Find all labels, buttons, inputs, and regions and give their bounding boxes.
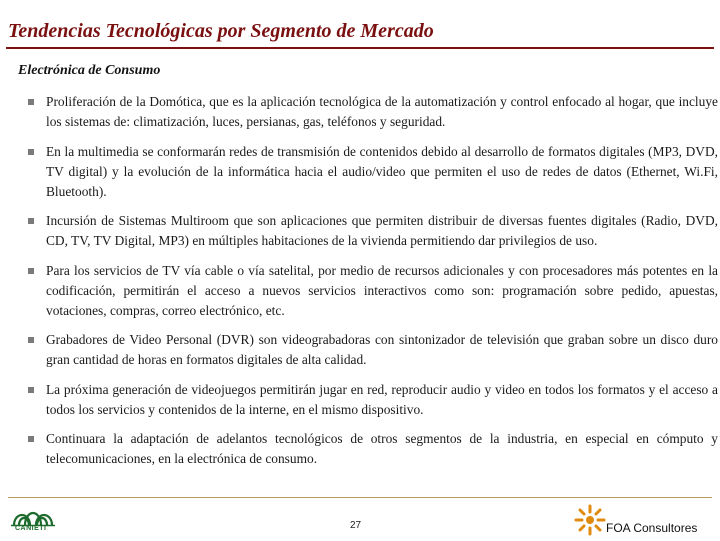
foa-logo xyxy=(574,504,606,536)
bullet-text: La próxima generación de videojuegos permitirán jugar en red, reproducir audio y video en todos los formatos y el acceso a todos los servicios y contenidos de la interne, en el mismo dispositivo. xyxy=(46,381,718,417)
bullet-square-icon xyxy=(28,337,34,343)
bullet-item xyxy=(28,261,718,321)
bullet-text: En la multimedia se conformarán redes de transmisión de contenidos debido al desarrollo de formatos digitales (MP3, DVD, TV digital) y la evolución de la informática hacia el audio/video que permiten el uso de redes de datos (Ethernet, Wi.Fi, Bluetooth). xyxy=(46,143,718,199)
canieti-logo-text: CANIETI xyxy=(15,525,47,532)
bullet-text: Incursión de Sistemas Multiroom que son aplicaciones que permiten distribuir de diversas fuentes digitales (Radio, DVD, CD, TV, TV Digital, MP3) en múltiples habitaciones de la vivienda permitiendo dar privilegios de uso. xyxy=(46,213,718,248)
bullet-item xyxy=(28,142,718,202)
bullet-item xyxy=(28,211,718,251)
bullet-item xyxy=(28,92,718,132)
bullet-text: Grabadores de Video Personal (DVR) son videograbadoras con sintonizador de televisión que graban sobre un disco duro gran cantidad de horas en formatos digitales de alta calidad. xyxy=(46,332,718,367)
bullet-square-icon xyxy=(28,149,34,155)
bullet-item xyxy=(28,429,718,469)
page-title: Tendencias Tecnológicas por Segmento de Mercado xyxy=(8,20,434,42)
bullet-square-icon xyxy=(28,218,34,224)
bullet-square-icon xyxy=(28,268,34,274)
bullet-square-icon xyxy=(28,387,34,393)
brand-name: FOA Consultores xyxy=(606,521,698,535)
foa-sun-icon xyxy=(574,504,606,536)
bullet-text: Continuara la adaptación de adelantos tecnológicos de otros segmentos de la industria, en especial en cómputo y telecomunicaciones, en la electrónica de consumo. xyxy=(46,431,718,466)
bullet-item xyxy=(28,380,718,420)
bullet-square-icon xyxy=(28,99,34,105)
bullet-text: Para los servicios de TV vía cable o vía satelital, por medio de recursos adicionales y con procesadores más potentes en la codificación, permitirán el acceso a nuevos servicios interactivos como son: programación sobre pedido, apuestas, votaciones, compras, correo electrónico, etc. xyxy=(46,262,718,318)
bullet-item xyxy=(28,330,718,370)
bullet-text: Proliferación de la Domótica, que es la aplicación tecnológica de la automatización y control enfocado al hogar, que incluye los sistemas de: climatización, luces, persianas, gas, teléfonos y seguridad. xyxy=(46,94,718,129)
section-subtitle: Electrónica de Consumo xyxy=(18,63,161,78)
title-divider xyxy=(6,47,714,49)
bullet-list xyxy=(28,92,718,479)
canieti-logo xyxy=(8,503,58,537)
canieti-arches-icon xyxy=(8,503,58,527)
bullet-square-icon xyxy=(28,436,34,442)
footer-divider xyxy=(8,497,712,498)
page-number: 27 xyxy=(350,520,362,531)
